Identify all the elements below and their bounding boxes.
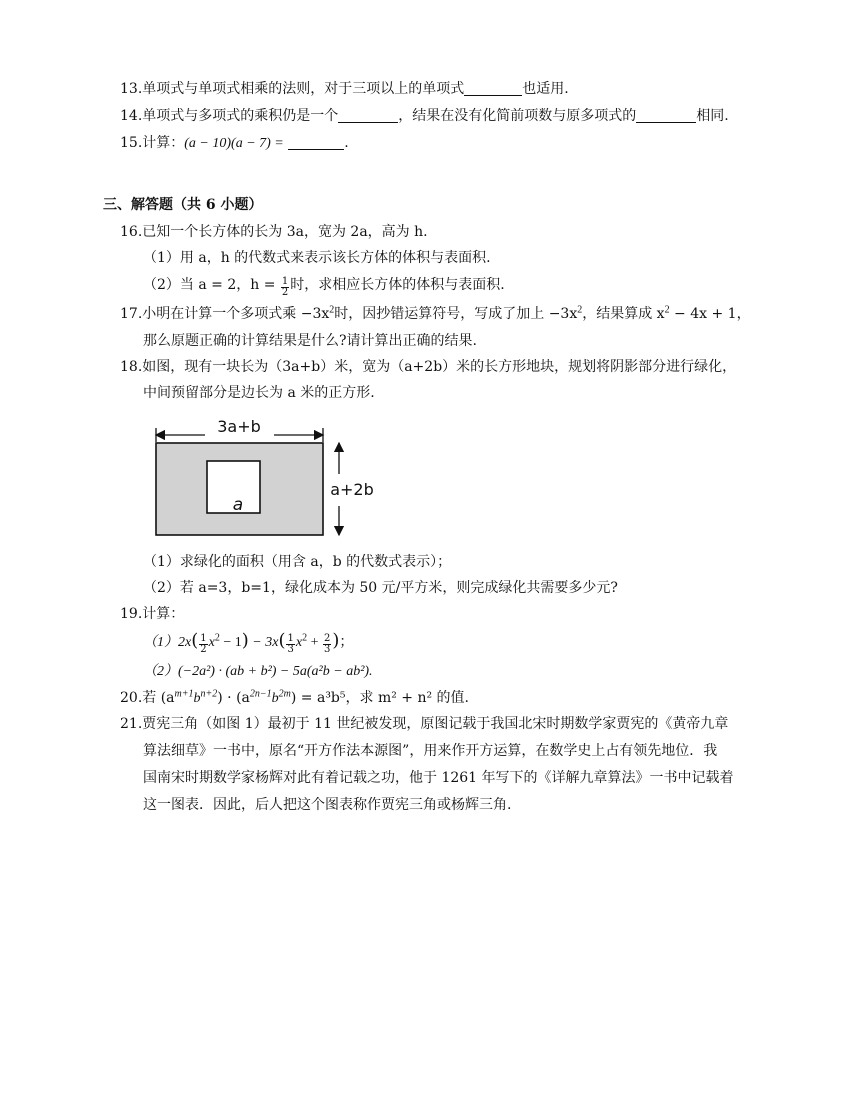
answer-blank (464, 81, 522, 96)
question-17-line-2: 那么原题正确的计算结果是什么?请计算出正确的结果. (143, 333, 477, 349)
question-21: 21.贾宪三角（如图 1）最初于 11 世纪被发现，原图记载于我国北宋时期数学家贾宪的《黄帝九章 (120, 716, 729, 732)
question-18-part-1: （1）求绿化的面积（用含 a，b 的代数式表示）； (143, 554, 452, 570)
question-18-line-2: 中间预留部分是边长为 a 米的正方形. (143, 385, 375, 401)
question-18: 18.如图，现有一块长为（3a+b）米，宽为（a+2b）米的长方形地块，规划将阴影部分进行绿化， (120, 359, 737, 375)
question-20: 20.若 $(a^{m+1}b^{n+2}) \cdot (a^{2n-1}b^{2m}) = a^3b^5$，求 m² + n² 的值. (120, 688, 469, 706)
question-19-part-1: （1）2x( $\frac{1}{2}$ $x^2 - 1) - 3x$( $\frac{1}{3}$ $x^2$ + $\frac{2}{3}$ )； (143, 630, 354, 655)
answer-blank (636, 108, 696, 123)
rectangle-figure (150, 414, 380, 540)
question-16-part-2: （2）当 a = 2，h = $\frac{1}{2}$ 时，求相应长方体的体积与表面积. (143, 276, 505, 298)
question-18-part-2: （2）若 a=3，b=1，绿化成本为 50 元/平方米，则完成绿化共需要多少元? (143, 580, 618, 596)
question-19: 19.计算： (120, 606, 185, 622)
section-heading: 三、解答题（共 6 小题） (103, 197, 263, 213)
question-21-line-4: 这一图表．因此，后人把这个图表称作贾宪三角或杨辉三角. (143, 797, 512, 813)
question-13: 13.单项式与单项式相乘的法则，对于三项以上的单项式 也适用. (120, 81, 569, 97)
question-21-line-3: 国南宋时期数学家杨辉对此有着记载之功，他于 1261 年写下的《详解九章算法》一书中记载着 (143, 770, 734, 786)
question-19-part-2: （2）(−2a²) · (ab + b²) − 5a(a²b − ab²). (143, 664, 373, 679)
question-14: 14.单项式与多项式的乘积仍是一个 ，结果在没有化简前项数与原多项式的 相同. (120, 108, 729, 124)
question-16-part-1: （1）用 a，h 的代数式来表示该长方体的体积与表面积. (143, 250, 491, 266)
question-17: 17.小明在计算一个多项式乘 $-3x^2$时，因抄错运算符号，写成了加上 $-3x^2$，结果算成 $x^2 - 4x + 1$， (120, 304, 751, 322)
answer-blank (288, 135, 344, 150)
question-15: 15.计算：(a − 10)(a − 7) = . (120, 135, 349, 151)
label-square: a (232, 495, 244, 515)
fraction: $\frac{1}{2}$ (281, 276, 289, 298)
question-16: 16.已知一个长方体的长为 3a，宽为 2a，高为 h. (120, 224, 428, 240)
label-length: 3a+b (217, 417, 261, 436)
answer-blank (338, 108, 398, 123)
question-21-line-2: 算法细草》一书中，原名“开方作法本源图”，用来作开方运算，在数学史上占有领先地位．我 (143, 743, 718, 759)
label-width: a+2b (330, 480, 374, 499)
